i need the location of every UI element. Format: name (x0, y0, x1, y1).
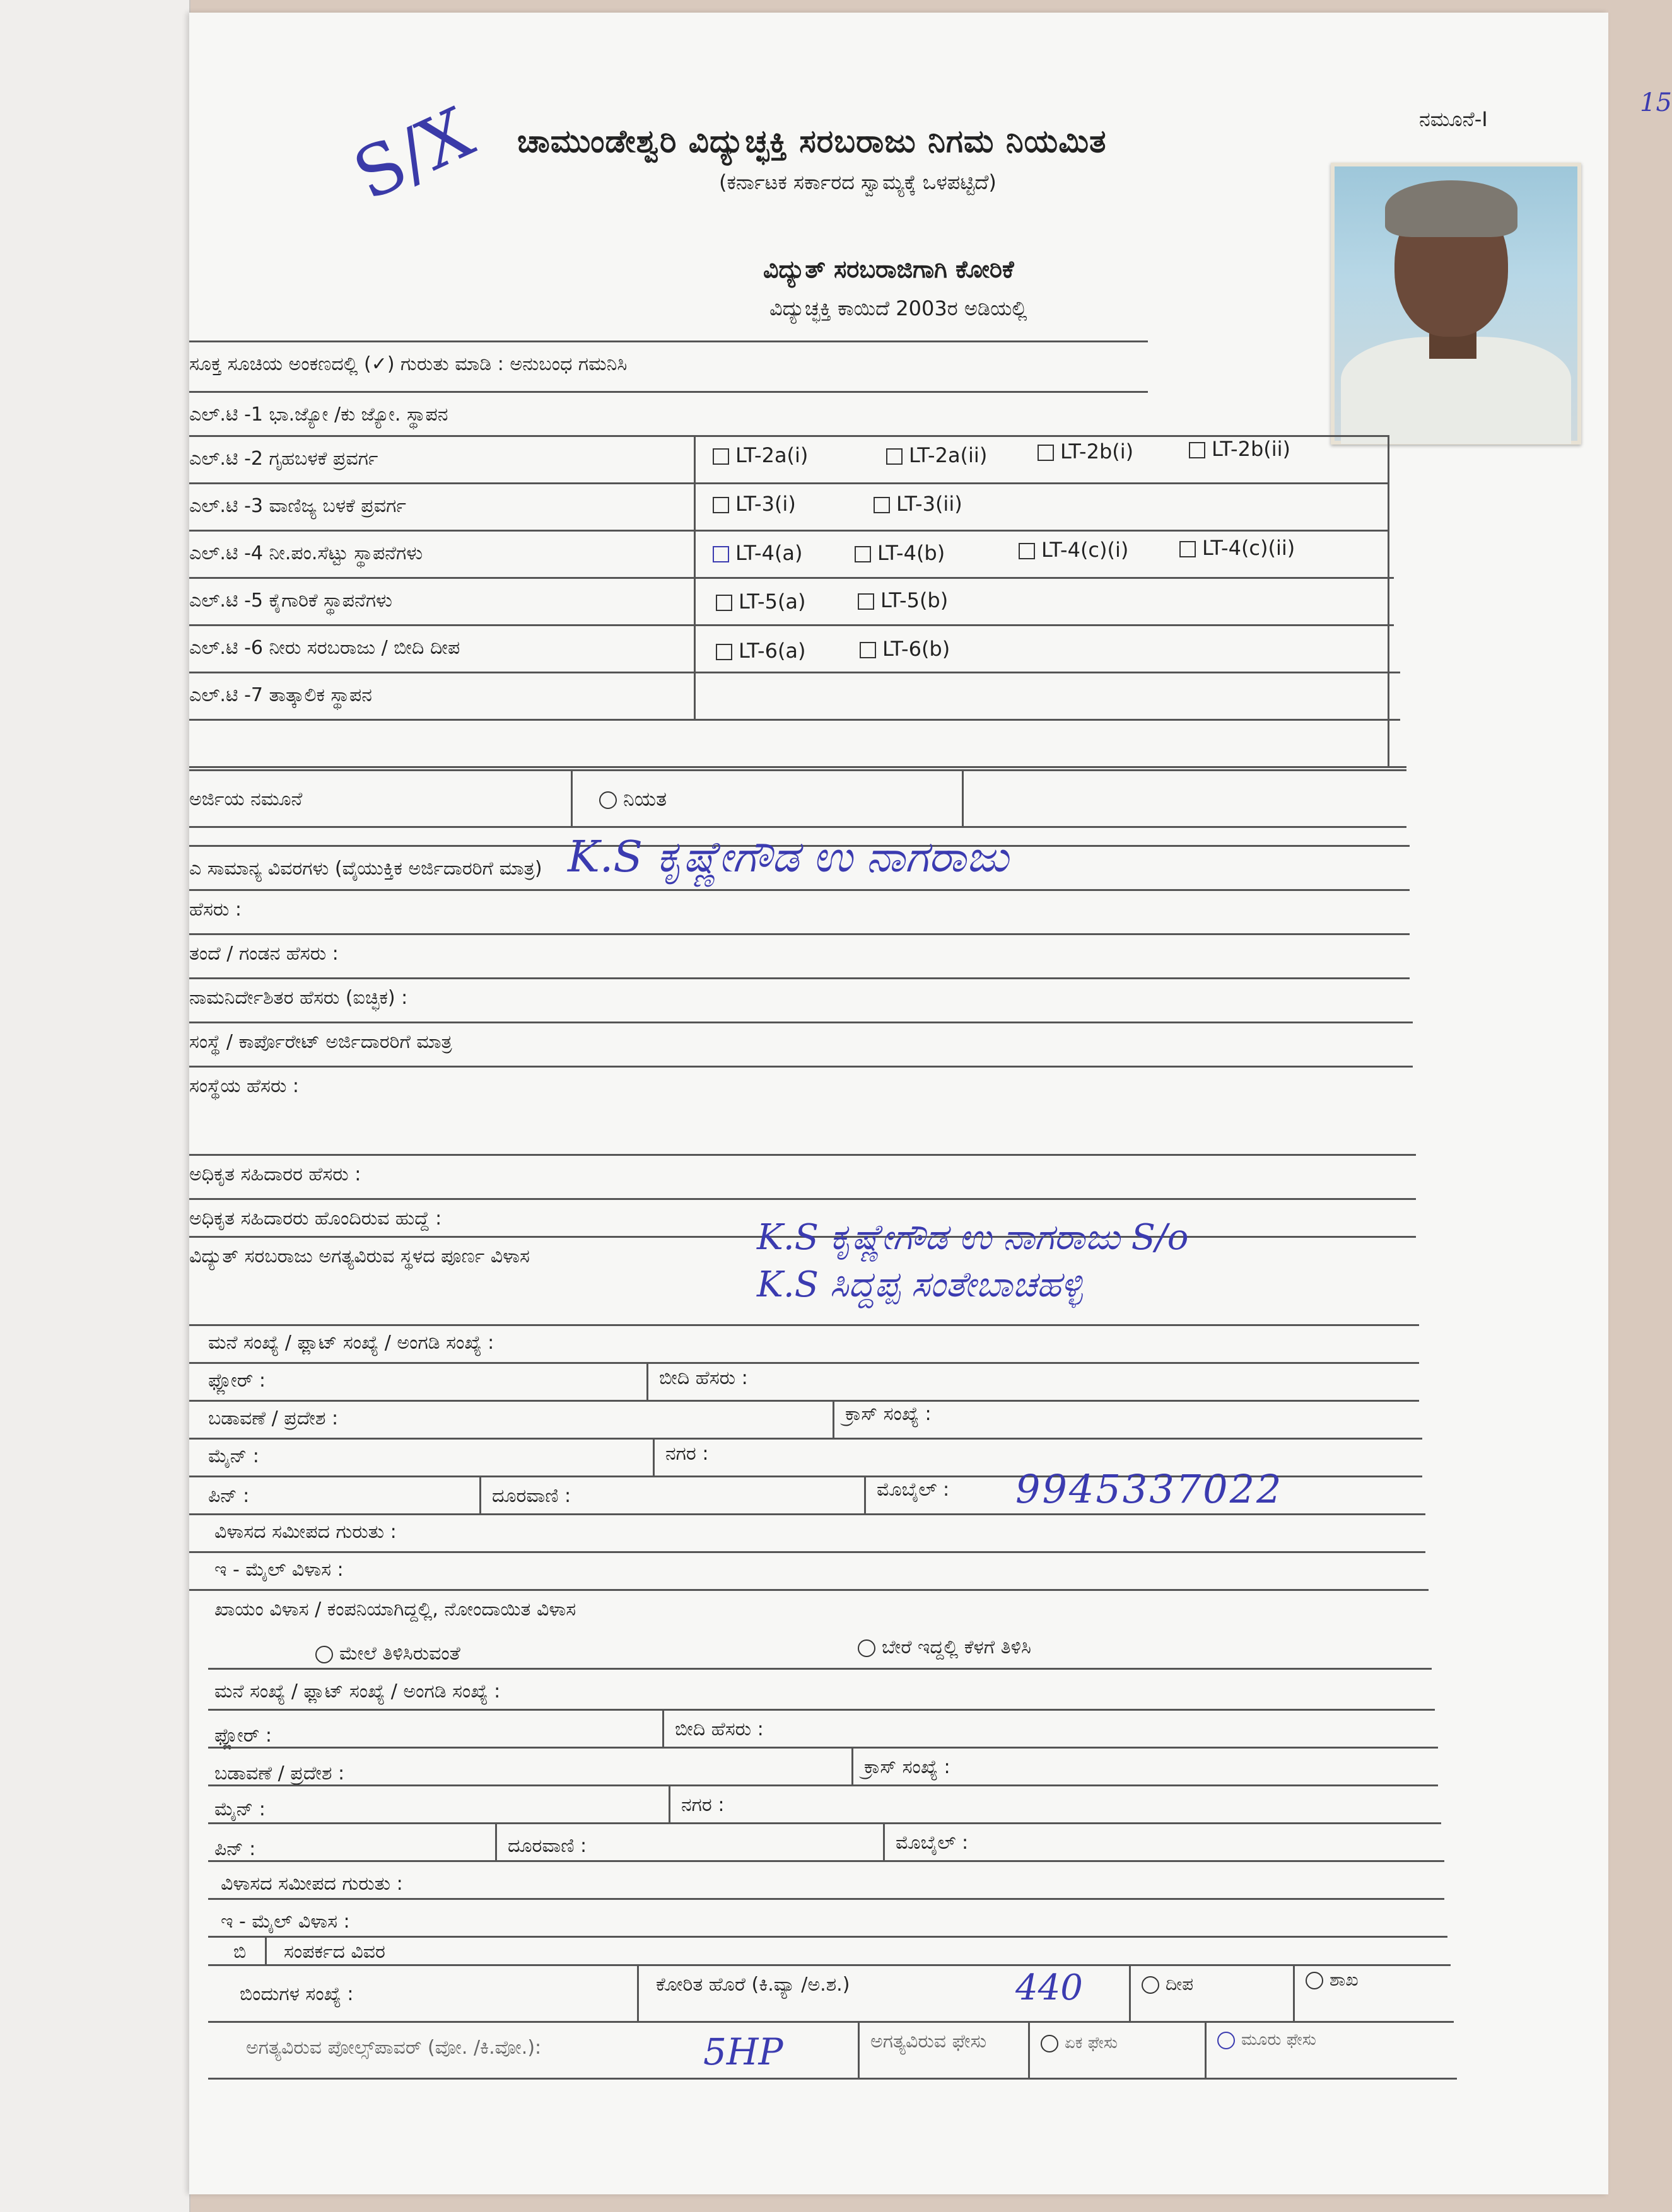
checkbox-lt3-i[interactable]: LT-3(i) (713, 492, 796, 516)
area-label: ಬಡಾವಣೆ / ಪ್ರದೇಶ : (208, 1407, 339, 1429)
page-number: 15 (1640, 88, 1672, 117)
checkbox-lt2b-i[interactable]: LT-2b(i) (1038, 439, 1133, 463)
form-title: ಚಾಮುಂಡೇಶ್ವರಿ ವಿದ್ಯುಚ್ಛಕ್ತಿ ಸರಬರಾಜು ನಿಗಮ ನಿಯಮಿತ (517, 123, 1107, 160)
name-label: ಹೆಸರು : (189, 899, 242, 921)
mobile-value[interactable]: 9945337022 (1015, 1466, 1283, 1512)
landmark-label: ವಿಳಾಸದ ಸಮೀಪದ ಗುರುತು : (214, 1521, 397, 1543)
section-b-letter: ಬಿ (233, 1941, 247, 1963)
phone-label: ದೂರವಾಣಿ : (492, 1485, 571, 1507)
mobile-label: ಮೊಬೈಲ್ : (877, 1479, 950, 1501)
radio-three-phase[interactable]: ಮೂರು ಫೇಸು (1217, 2030, 1316, 2050)
checkbox-lt3-ii[interactable]: LT-3(ii) (874, 492, 962, 516)
category-lt5[interactable]: ಎಲ್.ಟಿ -5 ಕೈಗಾರಿಕೆ ಸ್ಥಾಪನೆಗಳು (189, 590, 392, 612)
perm-cross-label: ಕ್ರಾಸ್ ಸಂಖ್ಯೆ : (864, 1756, 950, 1778)
checkbox-lt6-b[interactable]: LT-6(b) (860, 637, 950, 661)
checkbox-lt4-c-ii[interactable]: LT-4(c)(ii) (1179, 536, 1295, 560)
application-form (189, 13, 1672, 2194)
category-lt1[interactable]: ಎಲ್.ಟಿ -1 ಭಾ.ಜ್ಯೋ /ಕು ಜ್ಯೋ. ಸ್ಥಾಪನ (189, 404, 448, 426)
load-label: ಕೋರಿತ ಹೊರೆ (ಕಿ.ವ್ಯಾ /ಅ.ಶ.) (656, 1974, 850, 1996)
radio-other-address[interactable]: ಬೇರೆ ಇದ್ದಲ್ಲಿ ಕೆಳಗೆ ತಿಳಿಸಿ (858, 1636, 1031, 1658)
category-lt6[interactable]: ಎಲ್.ಟಿ -6 ನೀರು ಸರಬರಾಜು / ಬೀದಿ ದೀಪ (189, 637, 460, 659)
checkbox-lt2a-ii[interactable]: LT-2a(ii) (886, 443, 987, 467)
load-value[interactable]: 440 (1015, 1967, 1083, 2008)
perm-email-label: ಇ - ಮೈಲ್ ವಿಳಾಸ : (221, 1911, 350, 1933)
designation-label: ಅಧಿಕೃತ ಸಹಿದಾರರು ಹೊಂದಿರುವ ಹುದ್ದೆ : (189, 1208, 442, 1230)
margin-handwriting: S/X (341, 91, 485, 216)
radio-power[interactable]: ಶಾಖ (1306, 1969, 1359, 1991)
checkbox-lt2a-i[interactable]: LT-2a(i) (713, 443, 808, 467)
perm-house-number-label: ಮನೆ ಸಂಖ್ಯೆ / ಫ್ಲಾಟ್ ಸಂಖ್ಯೆ / ಅಂಗಡಿ ಸಂಖ್ಯೆ : (214, 1680, 501, 1703)
category-lt3[interactable]: ಎಲ್.ಟಿ -3 ವಾಣಿಜ್ಯ ಬಳಕೆ ಪ್ರವರ್ಗ (189, 495, 406, 517)
checkbox-lt5-b[interactable]: LT-5(b) (858, 588, 948, 612)
perm-street-label: ಬೀದಿ ಹೆಸರು : (675, 1718, 764, 1740)
perm-mobile-label: ಮೊಬೈಲ್ : (896, 1832, 969, 1854)
checkbox-lt6-a[interactable]: LT-6(a) (716, 639, 806, 663)
street-label: ಬೀದಿ ಹೆಸರು : (659, 1367, 748, 1389)
form-subtitle: (ಕರ್ನಾಟಕ ಸರ್ಕಾರದ ಸ್ವಾಮ್ಯಕ್ಕೆ ಒಳಪಟ್ಟಿದೆ) (719, 170, 997, 194)
perm-phone-label: ದೂರವಾಣಿ : (508, 1835, 587, 1857)
address-line-1[interactable]: K.S ಕೃಷ್ಣೇಗೌಡ ಉ ನಾಗರಾಜು S/o (757, 1217, 1189, 1258)
applicant-photo (1331, 163, 1581, 445)
father-label: ತಂದೆ / ಗಂಡನ ಹೆಸರು : (189, 943, 339, 965)
application-type-label: ಅರ್ಜಿಯ ನಮೂನೆ (189, 788, 303, 810)
instruction-text: ಸೂಕ್ತ ಸೂಚಿಯ ಅಂಕಣದಲ್ಲಿ (✓) ಗುರುತು ಮಾಡಿ : ಅನುಬಂಧ ಗಮನಿಸಿ (189, 353, 628, 375)
pin-label: ಪಿನ್ : (208, 1485, 250, 1507)
checkbox-lt4-b[interactable]: LT-4(b) (855, 541, 945, 565)
main-label: ಮೈನ್ : (208, 1445, 259, 1467)
nominee-label: ನಾಮನಿರ್ದೇಶಿತರ ಹೆಸರು (ಐಚ್ಛಿಕ) : (189, 987, 408, 1009)
radio-lighting[interactable]: ದೀಪ (1142, 1974, 1193, 1995)
perm-area-label: ಬಡಾವಣೆ / ಪ್ರದೇಶ : (214, 1762, 345, 1784)
points-label: ಬಿಂದುಗಳ ಸಂಖ್ಯೆ : (240, 1983, 354, 2005)
radio-same-as-above[interactable]: ಮೇಲೆ ತಿಳಿಸಿರುವಂತೆ (315, 1643, 460, 1665)
signatory-label: ಅಧಿಕೃತ ಸಹಿದಾರರ ಹೆಸರು : (189, 1163, 361, 1185)
category-lt2[interactable]: ಎಲ್.ಟಿ -2 ಗೃಹಬಳಕೆ ಪ್ರವರ್ಗ (189, 448, 378, 470)
perm-pin-label: ಪಿನ್ : (214, 1838, 256, 1860)
email-label: ಇ - ಮೈಲ್ ವಿಳಾಸ : (214, 1559, 344, 1581)
request-subtitle: ವಿದ್ಯುಚ್ಛಕ್ತಿ ಕಾಯಿದೆ 2003ರ ಅಡಿಯಲ್ಲಿ (769, 296, 1027, 320)
required-power-label: ಅಗತ್ಯವಿರುವ ಪೋಲ್ಸ್‌ಪಾವರ್ (ವೋ. /ಕಿ.ವೋ.): (246, 2037, 542, 2059)
floor-label: ಫ್ಲೋರ್ : (208, 1370, 266, 1392)
name-value[interactable]: K.S ಕೃಷ್ಣೇಗೌಡ ಉ ನಾಗರಾಜು (568, 832, 1009, 882)
city-label: ನಗರ : (665, 1443, 709, 1465)
form-number: ನಮೂನೆ-I (1419, 107, 1488, 131)
perm-main-label: ಮೈನ್ : (214, 1798, 266, 1820)
back-page-edge (0, 0, 190, 2212)
perm-landmark-label: ವಿಳಾಸದ ಸಮೀಪದ ಗುರುತು : (221, 1873, 403, 1895)
required-power-value[interactable]: 5HP (703, 2030, 783, 2073)
cross-label: ಕ್ರಾಸ್ ಸಂಖ್ಯೆ : (845, 1403, 932, 1425)
phase-label: ಅಗತ್ಯವಿರುವ ಫೇಸು (870, 2030, 987, 2052)
address-line-2[interactable]: K.S ಸಿದ್ದಪ್ಪ ಸಂತೇಬಾಚಹಳ್ಳಿ (757, 1264, 1083, 1305)
corporate-label: ಸಂಸ್ಥೆ / ಕಾರ್ಪೊರೇಟ್ ಅರ್ಜಿದಾರರಿಗೆ ಮಾತ್ರ (189, 1031, 452, 1053)
category-lt4[interactable]: ಎಲ್.ಟಿ -4 ನೀ.ಪಂ.ಸೆಟ್ಟು ಸ್ಥಾಪನೆಗಳು (189, 542, 423, 564)
house-number-label: ಮನೆ ಸಂಖ್ಯೆ / ಫ್ಲಾಟ್ ಸಂಖ್ಯೆ / ಅಂಗಡಿ ಸಂಖ್ಯೆ : (208, 1332, 494, 1354)
checkbox-lt4-a[interactable]: LT-4(a) (713, 541, 803, 565)
permanent-address-label: ಖಾಯಂ ವಿಳಾಸ / ಕಂಪನಿಯಾಗಿದ್ದಲ್ಲಿ, ನೋಂದಾಯಿತ ವಿಳಾಸ (214, 1598, 576, 1621)
section-a-heading: ಎ ಸಾಮಾನ್ಯ ವಿವರಗಳು (ವೈಯುಕ್ತಿಕ ಅರ್ಜಿದಾರರಿಗೆ ಮಾತ್ರ) (189, 858, 542, 880)
checkbox-lt4-c-i[interactable]: LT-4(c)(i) (1019, 538, 1128, 562)
radio-single-phase[interactable]: ಏಕ ಫೇಸು (1041, 2034, 1118, 2053)
checkbox-lt5-a[interactable]: LT-5(a) (716, 590, 806, 614)
checkbox-lt2b-ii[interactable]: LT-2b(ii) (1189, 437, 1290, 461)
perm-floor-label: ಫ್ಲೋರ್ : (214, 1725, 272, 1747)
address-label: ವಿದ್ಯುತ್ ಸರಬರಾಜು ಅಗತ್ಯವಿರುವ ಸ್ಥಳದ ಪೂರ್ಣ ವಿಳಾಸ (189, 1245, 530, 1267)
radio-regular[interactable]: ನಿಯತ (599, 787, 667, 812)
category-lt7[interactable]: ಎಲ್.ಟಿ -7 ತಾತ್ಕಾಲಿಕ ಸ್ಥಾಪನ (189, 684, 372, 706)
request-title: ವಿದ್ಯುತ್ ಸರಬರಾಜಿಗಾಗಿ ಕೋರಿಕೆ (763, 255, 1014, 283)
section-b-heading: ಸಂಪರ್ಕದ ವಿವರ (284, 1941, 385, 1963)
org-name-label: ಸಂಸ್ಥೆಯ ಹೆಸರು : (189, 1075, 300, 1097)
perm-city-label: ನಗರ : (681, 1794, 725, 1816)
